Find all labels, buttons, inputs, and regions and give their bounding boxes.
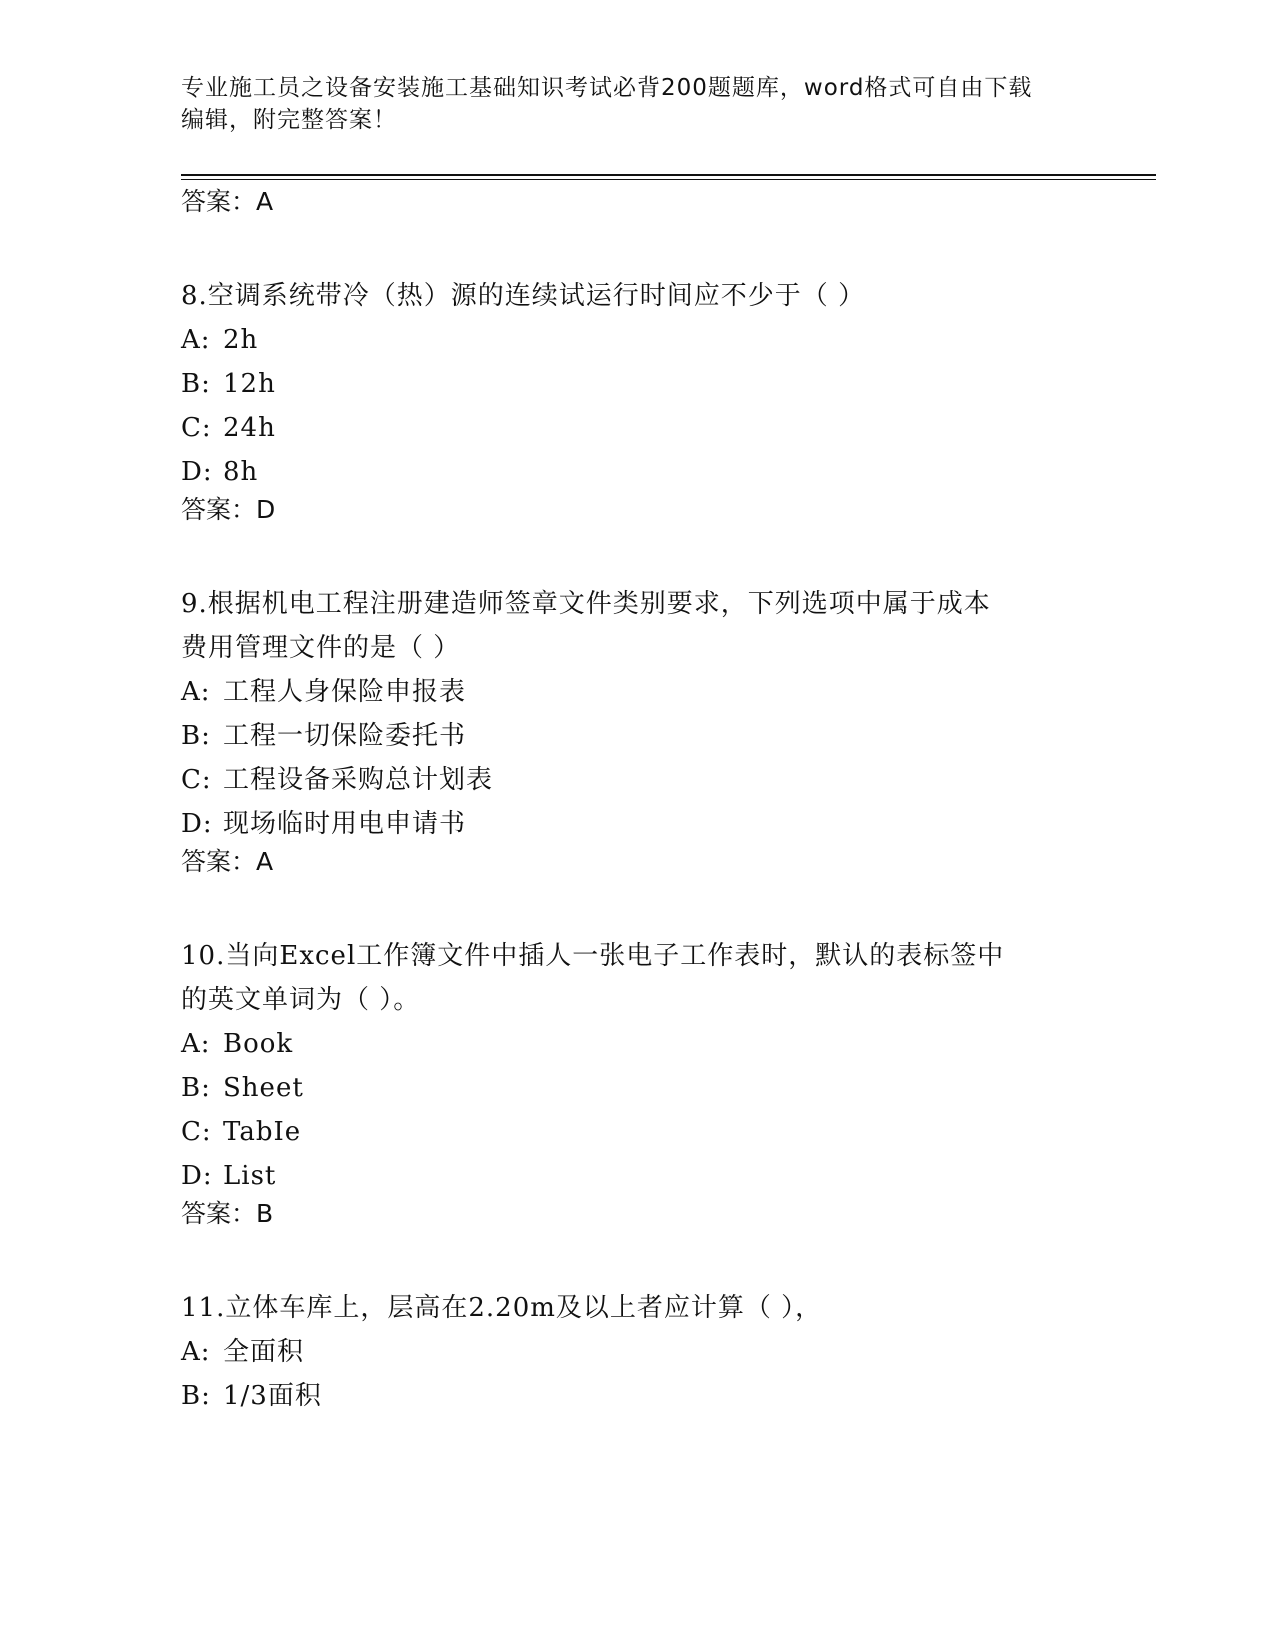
- question-text-line: 的英文单词为（ ）。: [181, 985, 421, 1015]
- option-text: 1/3面积: [223, 1381, 322, 1411]
- answer: 答案：D: [181, 495, 276, 524]
- question-11: [181, 1286, 1081, 1418]
- option-a: [181, 318, 1081, 362]
- option-key: C:: [181, 1117, 212, 1147]
- question-8: [181, 274, 1081, 526]
- option-text: 工程设备采购总计划表: [223, 765, 494, 795]
- option-key: B:: [181, 721, 211, 751]
- option-text: 工程人身保险申报表: [223, 677, 467, 707]
- option-text: 8h: [223, 457, 259, 487]
- option-key: B:: [181, 1381, 211, 1411]
- option-c: [181, 1110, 1081, 1154]
- option-key: D:: [181, 809, 213, 839]
- question-text-line: 11.立体车库上，层高在2.20m及以上者应计算（ ），: [181, 1293, 823, 1323]
- option-key: B:: [181, 1073, 211, 1103]
- answer: 答案：A: [181, 847, 274, 876]
- question-10: [181, 934, 1081, 1230]
- question-9: [181, 582, 1081, 878]
- option-d: [181, 450, 1081, 494]
- option-key: A:: [181, 1029, 211, 1059]
- question-text-line: 10.当向Excel工作簿文件中插人一张电子工作表时，默认的表标签中: [181, 941, 1005, 971]
- option-d: [181, 802, 1081, 846]
- option-d: [181, 1154, 1081, 1198]
- option-c: [181, 406, 1081, 450]
- option-text: Sheet: [223, 1073, 304, 1103]
- option-key: C:: [181, 413, 212, 443]
- option-text: 24h: [223, 413, 276, 443]
- option-text: TabIe: [223, 1117, 302, 1147]
- question-text-line: 费用管理文件的是（ ）: [181, 633, 461, 663]
- question-text: [181, 934, 1081, 1022]
- header-divider-thin: [181, 179, 1156, 180]
- option-text: 12h: [223, 369, 276, 399]
- option-text: 工程一切保险委托书: [223, 721, 467, 751]
- document-header: [181, 72, 1081, 136]
- option-b: [181, 714, 1081, 758]
- option-key: C:: [181, 765, 212, 795]
- option-key: B:: [181, 369, 211, 399]
- header-title-line-2: 编辑，附完整答案！: [181, 107, 397, 133]
- question-text: [181, 274, 1081, 318]
- option-b: [181, 1374, 1081, 1418]
- option-b: [181, 1066, 1081, 1110]
- option-text: Book: [223, 1029, 294, 1059]
- option-key: A:: [181, 325, 211, 355]
- question-text: [181, 582, 1081, 670]
- option-text: 2h: [223, 325, 259, 355]
- option-key: D:: [181, 457, 213, 487]
- option-text: List: [223, 1161, 277, 1191]
- header-title-line-1: 专业施工员之设备安装施工基础知识考试必背200题题库，word格式可自由下载: [181, 75, 1033, 101]
- question-text-line: 8.空调系统带冷（热）源的连续试运行时间应不少于（ ）: [181, 281, 866, 311]
- option-text: 全面积: [223, 1337, 305, 1367]
- header-divider-thick: [181, 174, 1156, 176]
- question-content: [181, 186, 1081, 1418]
- previous-answer: 答案：A: [181, 187, 274, 216]
- option-c: [181, 758, 1081, 802]
- question-text-line: 9.根据机电工程注册建造师签章文件类别要求，下列选项中属于成本: [181, 589, 991, 619]
- option-key: A:: [181, 677, 211, 707]
- option-text: 现场临时用电申请书: [223, 809, 467, 839]
- answer: 答案：B: [181, 1199, 274, 1228]
- option-key: D:: [181, 1161, 213, 1191]
- option-a: [181, 1022, 1081, 1066]
- question-text: [181, 1286, 1081, 1330]
- option-a: [181, 670, 1081, 714]
- option-a: [181, 1330, 1081, 1374]
- option-b: [181, 362, 1081, 406]
- option-key: A:: [181, 1337, 211, 1367]
